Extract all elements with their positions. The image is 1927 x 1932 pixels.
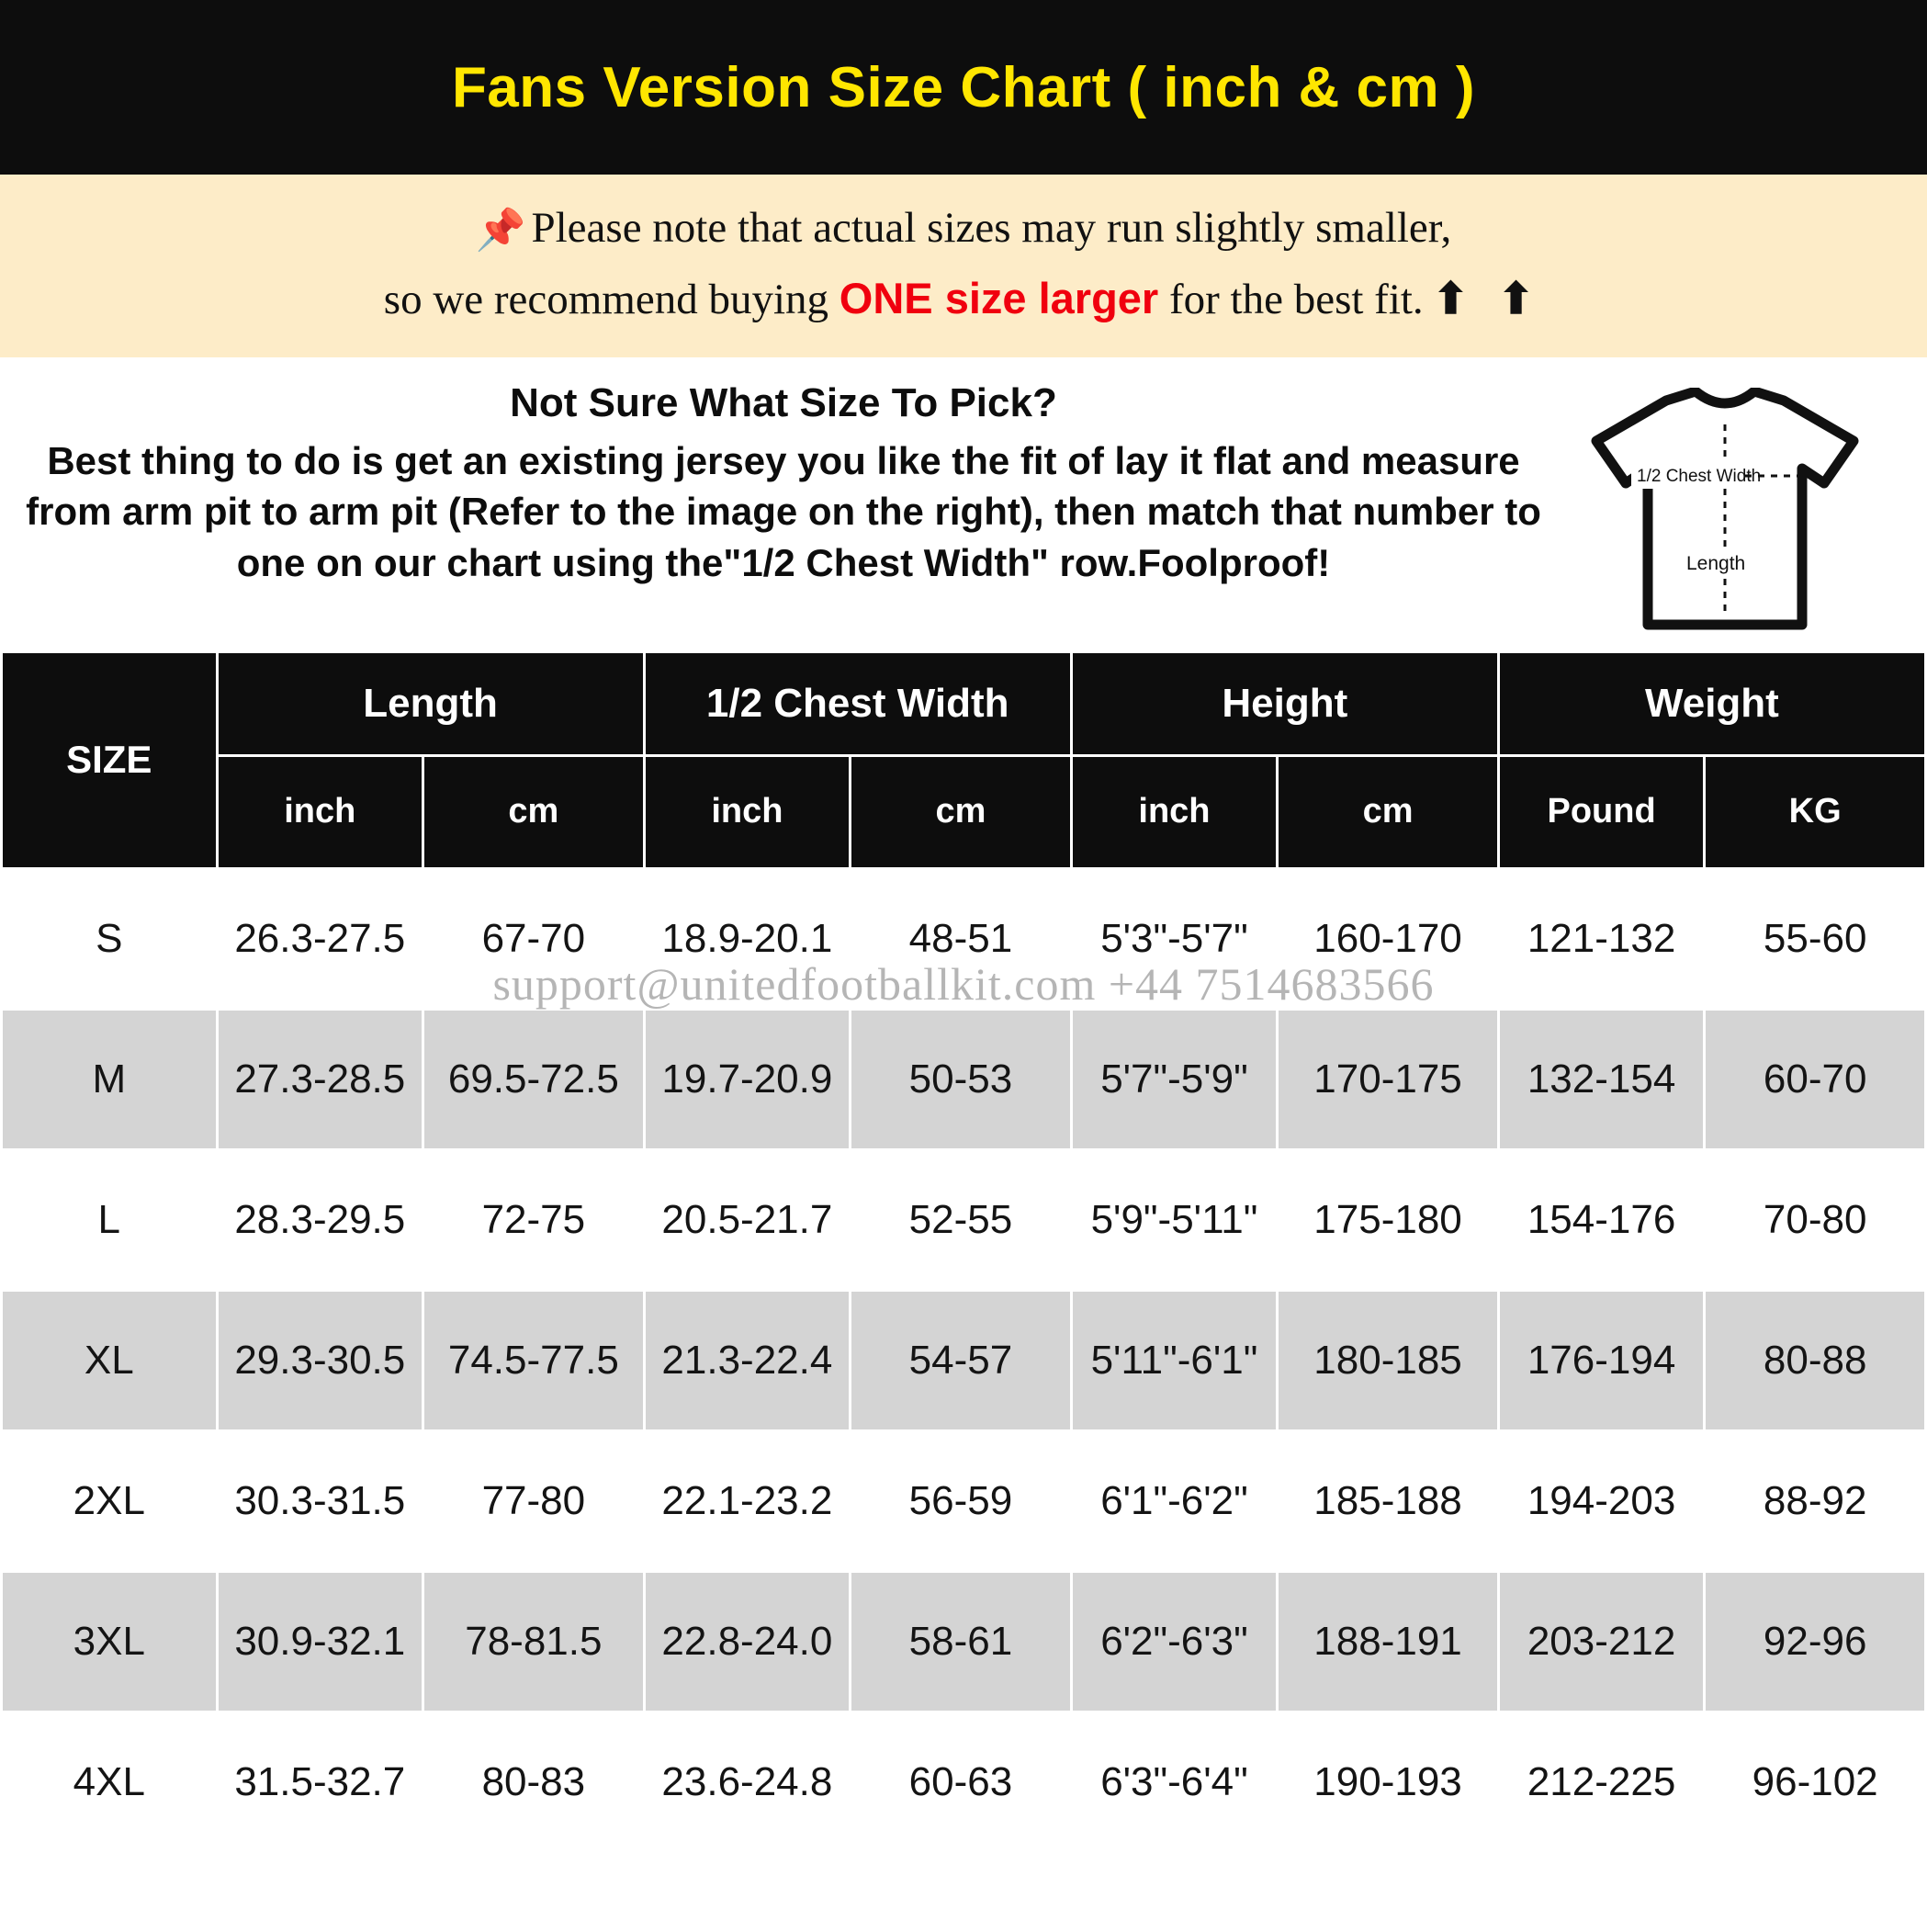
table-header-groups: [2, 651, 1926, 755]
cell-weight-kg: 55-60: [1705, 868, 1926, 1009]
cell-height-inch: 5'9"-5'11": [1071, 1149, 1277, 1290]
cell-weight-pound: 212-225: [1498, 1712, 1704, 1852]
cell-length-cm: 78-81.5: [423, 1571, 645, 1712]
cell-weight-pound: 194-203: [1498, 1430, 1704, 1571]
cell-height-inch: 5'7"-5'9": [1071, 1009, 1277, 1149]
header-unit-length-cm: cm: [423, 755, 645, 868]
cell-weight-pound: 121-132: [1498, 868, 1704, 1009]
cell-length-cm: 69.5-72.5: [423, 1009, 645, 1149]
measure-help-section: [0, 360, 1927, 650]
header-unit-height-cm: cm: [1278, 755, 1499, 868]
cell-height-cm: 175-180: [1278, 1149, 1499, 1290]
cell-length-inch: 27.3-28.5: [217, 1009, 423, 1149]
cell-chest-cm: 48-51: [851, 868, 1072, 1009]
cell-weight-kg: 80-88: [1705, 1290, 1926, 1430]
cell-weight-pound: 154-176: [1498, 1149, 1704, 1290]
up-arrows-icon: ⬆ ⬆: [1432, 275, 1544, 323]
header-unit-height-inch: inch: [1071, 755, 1277, 868]
table-row: [2, 1290, 1926, 1430]
header-unit-chest-inch: inch: [644, 755, 850, 868]
cell-height-cm: 170-175: [1278, 1009, 1499, 1149]
cell-height-cm: 185-188: [1278, 1430, 1499, 1571]
cell-length-inch: 28.3-29.5: [217, 1149, 423, 1290]
cell-length-cm: 80-83: [423, 1712, 645, 1852]
cell-chest-inch: 19.7-20.9: [644, 1009, 850, 1149]
cell-chest-cm: 60-63: [851, 1712, 1072, 1852]
table-body: [2, 868, 1926, 1852]
cell-weight-kg: 70-80: [1705, 1149, 1926, 1290]
cell-chest-inch: 18.9-20.1: [644, 868, 850, 1009]
cell-height-cm: 180-185: [1278, 1290, 1499, 1430]
header-group-length: Length: [217, 651, 644, 755]
table-row: [2, 1009, 1926, 1149]
cell-chest-inch: 22.8-24.0: [644, 1571, 850, 1712]
cell-weight-pound: 176-194: [1498, 1290, 1704, 1430]
note-text-2-suffix: for the best fit.: [1158, 275, 1424, 323]
header-unit-length-inch: inch: [217, 755, 423, 868]
cell-chest-cm: 58-61: [851, 1571, 1072, 1712]
cell-height-inch: 6'1"-6'2": [1071, 1430, 1277, 1571]
row-size: 3XL: [2, 1571, 218, 1712]
cell-length-cm: 77-80: [423, 1430, 645, 1571]
note-line-2: [18, 269, 1909, 330]
contact-watermark: support@unitedfootballkit.com +44 7514683566: [492, 958, 1435, 1010]
cell-chest-cm: 54-57: [851, 1290, 1072, 1430]
header-unit-weight-pound: Pound: [1498, 755, 1704, 868]
cell-length-inch: 30.9-32.1: [217, 1571, 423, 1712]
size-table: [0, 650, 1927, 1854]
cell-weight-kg: 96-102: [1705, 1712, 1926, 1852]
cell-height-inch: 6'3"-6'4": [1071, 1712, 1277, 1852]
row-size: 4XL: [2, 1712, 218, 1852]
help-heading: Not Sure What Size To Pick?: [510, 379, 1057, 425]
row-size: L: [2, 1149, 218, 1290]
note-text-2-prefix: so we recommend buying: [383, 275, 840, 323]
cell-weight-pound: 203-212: [1498, 1571, 1704, 1712]
cell-chest-inch: 22.1-23.2: [644, 1430, 850, 1571]
header-size: SIZE: [2, 651, 218, 868]
pushpin-icon: 📌: [475, 208, 526, 253]
table-row: [2, 1430, 1926, 1571]
row-size: XL: [2, 1290, 218, 1430]
header-group-height: Height: [1071, 651, 1498, 755]
page-title: Fans Version Size Chart ( inch & cm ): [451, 55, 1476, 119]
cell-height-inch: 6'2"-6'3": [1071, 1571, 1277, 1712]
length-label: Length: [1686, 552, 1746, 574]
help-text-block: [0, 380, 1560, 588]
table-row: [2, 1149, 1926, 1290]
row-size: S: [2, 868, 218, 1009]
row-size: M: [2, 1009, 218, 1149]
cell-height-cm: 160-170: [1278, 868, 1499, 1009]
note-text-1: Please note that actual sizes may run slightly smaller,: [531, 204, 1452, 252]
note-line-1: [18, 198, 1909, 258]
cell-weight-kg: 88-92: [1705, 1430, 1926, 1571]
tshirt-diagram: [1560, 380, 1927, 636]
cell-height-inch: 5'11"-6'1": [1071, 1290, 1277, 1430]
help-body: Best thing to do is get an existing jersey you like the fit of lay it flat and measure from arm pit to arm pit (Refer to the image on the right), then match that number to one on our chart using the"1/2 Chest Width" row.Foolproof!: [26, 438, 1541, 584]
cell-weight-kg: 60-70: [1705, 1009, 1926, 1149]
table-header-units: [2, 755, 1926, 868]
cell-chest-inch: 21.3-22.4: [644, 1290, 850, 1430]
note-banner: [0, 175, 1927, 360]
cell-length-cm: 74.5-77.5: [423, 1290, 645, 1430]
cell-chest-cm: 50-53: [851, 1009, 1072, 1149]
table-head: [2, 651, 1926, 868]
table-row: [2, 868, 1926, 1009]
cell-length-cm: 72-75: [423, 1149, 645, 1290]
title-bar: [0, 0, 1927, 175]
cell-weight-pound: 132-154: [1498, 1009, 1704, 1149]
cell-chest-inch: 23.6-24.8: [644, 1712, 850, 1852]
cell-length-cm: 67-70: [423, 868, 645, 1009]
cell-height-cm: 190-193: [1278, 1712, 1499, 1852]
cell-height-cm: 188-191: [1278, 1571, 1499, 1712]
header-group-weight: Weight: [1498, 651, 1925, 755]
cell-chest-inch: 20.5-21.7: [644, 1149, 850, 1290]
header-unit-weight-kg: KG: [1705, 755, 1926, 868]
header-group-chest: 1/2 Chest Width: [644, 651, 1071, 755]
cell-chest-cm: 52-55: [851, 1149, 1072, 1290]
table-row: [2, 1571, 1926, 1712]
cell-length-inch: 26.3-27.5: [217, 868, 423, 1009]
tshirt-icon: [1578, 388, 1872, 636]
cell-length-inch: 31.5-32.7: [217, 1712, 423, 1852]
cell-height-inch: 5'3"-5'7": [1071, 868, 1277, 1009]
chest-label: 1/2 Chest Width: [1637, 466, 1762, 486]
header-unit-chest-cm: cm: [851, 755, 1072, 868]
cell-weight-kg: 92-96: [1705, 1571, 1926, 1712]
table-row: [2, 1712, 1926, 1852]
cell-length-inch: 30.3-31.5: [217, 1430, 423, 1571]
row-size: 2XL: [2, 1430, 218, 1571]
cell-length-inch: 29.3-30.5: [217, 1290, 423, 1430]
cell-chest-cm: 56-59: [851, 1430, 1072, 1571]
note-emphasis: ONE size larger: [839, 273, 1159, 322]
